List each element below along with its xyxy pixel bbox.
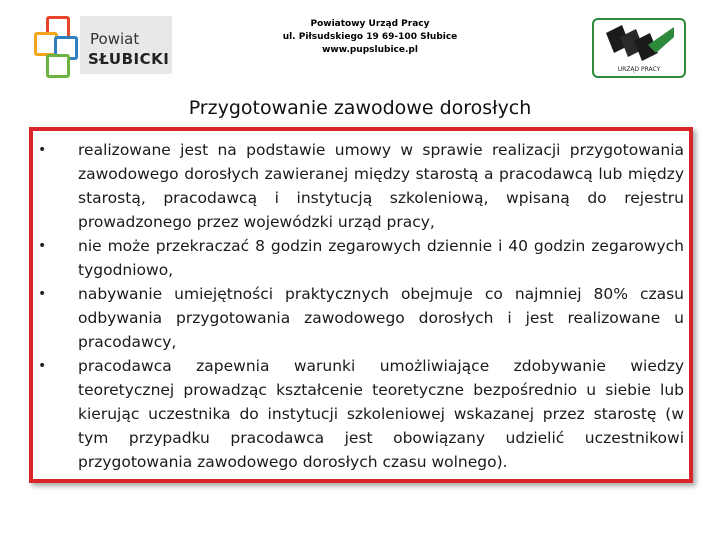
- logo-name-line1: Powiat: [90, 30, 140, 48]
- bullet-icon: •: [38, 142, 47, 158]
- bullet-icon: •: [38, 358, 47, 374]
- slide-title: Przygotowanie zawodowe dorosłych: [188, 97, 532, 119]
- office-street: ul. Piłsudskiego 19 69-100 Słubice: [282, 32, 458, 42]
- list-item: [38, 234, 684, 282]
- logo-name-line2: SŁUBICKI: [88, 50, 170, 68]
- bullet-icon: •: [38, 238, 47, 254]
- bullet-text: pracodawca zapewnia warunki umożliwiające zdobywanie wiedzy teoretycznej prowadząc kształcenie teoretyczne bezpośrednio u siebie lub kierując uczestnika do instytucji szkoleniowej wskazanej przez starostę (w tym przypadku pracodawca jest obowiązany udzielić uczestnikowi przygotowania zawodowego dorosłych czasu wolnego).: [78, 357, 684, 471]
- bullet-text: nie może przekraczać 8 godzin zegarowych dziennie i 40 godzin zegarowych tygodniowo,: [78, 237, 684, 279]
- bullet-text: nabywanie umiejętności praktycznych obejmuje co najmniej 80% czasu odbywania przygotowania zawodowego dorosłych i jest realizowane u pracodawcy,: [78, 285, 684, 351]
- list-item: [38, 138, 684, 234]
- office-name: Powiatowy Urząd Pracy: [310, 19, 430, 29]
- urzad-pracy-emblem-icon: [600, 23, 678, 63]
- urzad-pracy-caption: URZĄD PRACY: [617, 66, 661, 73]
- list-item: [38, 282, 684, 354]
- bullet-list: [38, 138, 684, 474]
- urzad-pracy-logo: [592, 18, 686, 78]
- bullet-icon: •: [38, 286, 47, 302]
- powiat-slubicki-logo: [32, 14, 172, 80]
- logo-squares-icon: [32, 14, 84, 80]
- bullet-text: realizowane jest na podstawie umowy w sprawie realizacji przygotowania zawodowego dorosłych zawieranej między starostą a pracodawcą lub między starostą, pracodawcą i instytucją szkoleniową, wpisaną do rejestru prowadzonego przez wojewódzki urząd pracy,: [78, 141, 684, 231]
- office-address: [250, 18, 490, 57]
- office-website: www.pupslubice.pl: [322, 45, 418, 55]
- list-item: [38, 354, 684, 474]
